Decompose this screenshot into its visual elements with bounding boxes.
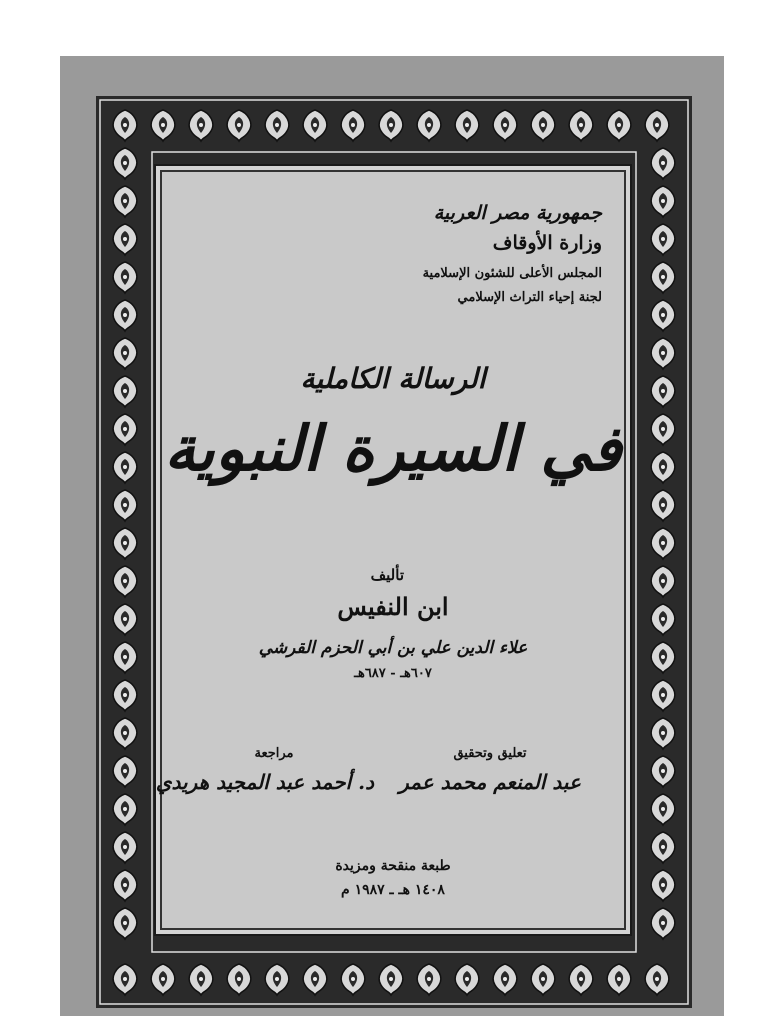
ministry-name: وزارة الأوقاف	[492, 232, 602, 254]
ornament-motif	[265, 964, 289, 995]
ornament-motif	[651, 604, 675, 635]
ornament-motif	[113, 832, 137, 863]
ornament-motif	[651, 718, 675, 749]
ornament-motif	[651, 490, 675, 521]
committee-name: لجنة إحياء التراث الإسلامي	[457, 290, 602, 305]
ornament-motif	[113, 300, 137, 331]
ornament-motif	[651, 224, 675, 255]
author-label: تأليف	[370, 566, 404, 584]
ornament-motif	[189, 110, 213, 141]
ornament-motif	[113, 262, 137, 293]
ornament-motif	[341, 110, 365, 141]
author-full-name: علاء الدين علي بن أبي الحزم القرشي	[258, 638, 528, 658]
ornament-motif	[455, 964, 479, 995]
ornament-motif	[651, 452, 675, 483]
ornament-motif	[113, 964, 137, 995]
ornament-motif	[651, 186, 675, 217]
ornament-motif	[113, 338, 137, 369]
ornament-motif	[651, 756, 675, 787]
ornament-motif	[379, 110, 403, 141]
ornament-motif	[113, 680, 137, 711]
ornament-motif	[113, 566, 137, 597]
ornament-motif	[151, 110, 175, 141]
ornament-motif	[607, 964, 631, 995]
editor-name: عبد المنعم محمد عمر	[399, 770, 581, 794]
ornament-motif	[113, 756, 137, 787]
book-title-main: في السيرة النبوية	[164, 412, 622, 485]
ornament-motif	[651, 148, 675, 179]
ornament-motif	[645, 110, 669, 141]
ornament-motif	[493, 964, 517, 995]
ornament-motif	[113, 718, 137, 749]
ornament-motif	[265, 110, 289, 141]
ornament-motif	[651, 338, 675, 369]
ornament-motif	[651, 832, 675, 863]
author-dates: ٦٠٧هـ - ٦٨٧هـ	[354, 666, 432, 681]
ornament-motif	[189, 964, 213, 995]
ornament-motif	[651, 300, 675, 331]
ornament-motif	[113, 186, 137, 217]
ornament-motif	[493, 110, 517, 141]
ornament-motif	[455, 110, 479, 141]
ornament-motif	[303, 110, 327, 141]
ornament-motif	[531, 110, 555, 141]
ornament-motif	[651, 414, 675, 445]
ornament-motif	[651, 908, 675, 939]
ornament-motif	[113, 414, 137, 445]
edition-year: ١٤٠٨ هـ ـ ١٩٨٧ م	[341, 882, 445, 898]
ornament-motif	[227, 110, 251, 141]
ornament-motif	[379, 964, 403, 995]
author-name: ابن النفيس	[337, 592, 449, 621]
ornament-motif	[651, 262, 675, 293]
ornament-motif	[341, 964, 365, 995]
ornament-motif	[113, 490, 137, 521]
ornament-motif	[417, 110, 441, 141]
ornament-motif	[651, 566, 675, 597]
ornament-motif	[651, 680, 675, 711]
ornament-motif	[651, 870, 675, 901]
council-name: المجلس الأعلى للشئون الإسلامية	[422, 266, 602, 281]
ornament-motif	[651, 794, 675, 825]
book-title-prefix: الرسالة الكاملية	[300, 362, 486, 395]
ornament-motif	[651, 376, 675, 407]
reviewer-label: مراجعة	[254, 746, 294, 761]
editor-label: تعليق وتحقيق	[453, 746, 527, 761]
ornament-motif	[151, 964, 175, 995]
ornament-motif	[303, 964, 327, 995]
ornament-motif	[651, 642, 675, 673]
ornament-motif	[531, 964, 555, 995]
government-name: جمهورية مصر العربية	[433, 202, 602, 224]
ornament-motif	[227, 964, 251, 995]
ornament-motif	[113, 224, 137, 255]
title-panel	[154, 164, 632, 936]
edition-label: طبعة منقحة ومزيدة	[335, 858, 451, 874]
ornament-motif	[417, 964, 441, 995]
ornament-motif	[113, 794, 137, 825]
ornament-motif	[113, 870, 137, 901]
ornament-motif	[113, 148, 137, 179]
ornament-motif	[113, 642, 137, 673]
ornament-motif	[569, 110, 593, 141]
ornament-motif	[113, 452, 137, 483]
ornament-motif	[113, 110, 137, 141]
ornament-motif	[607, 110, 631, 141]
ornament-motif	[645, 964, 669, 995]
ornament-motif	[113, 908, 137, 939]
ornament-motif	[113, 604, 137, 635]
ornament-motif	[113, 528, 137, 559]
ornament-motif	[651, 528, 675, 559]
ornament-motif	[569, 964, 593, 995]
reviewer-name: د. أحمد عبد المجيد هريدي	[155, 770, 374, 794]
ornament-motif	[113, 376, 137, 407]
